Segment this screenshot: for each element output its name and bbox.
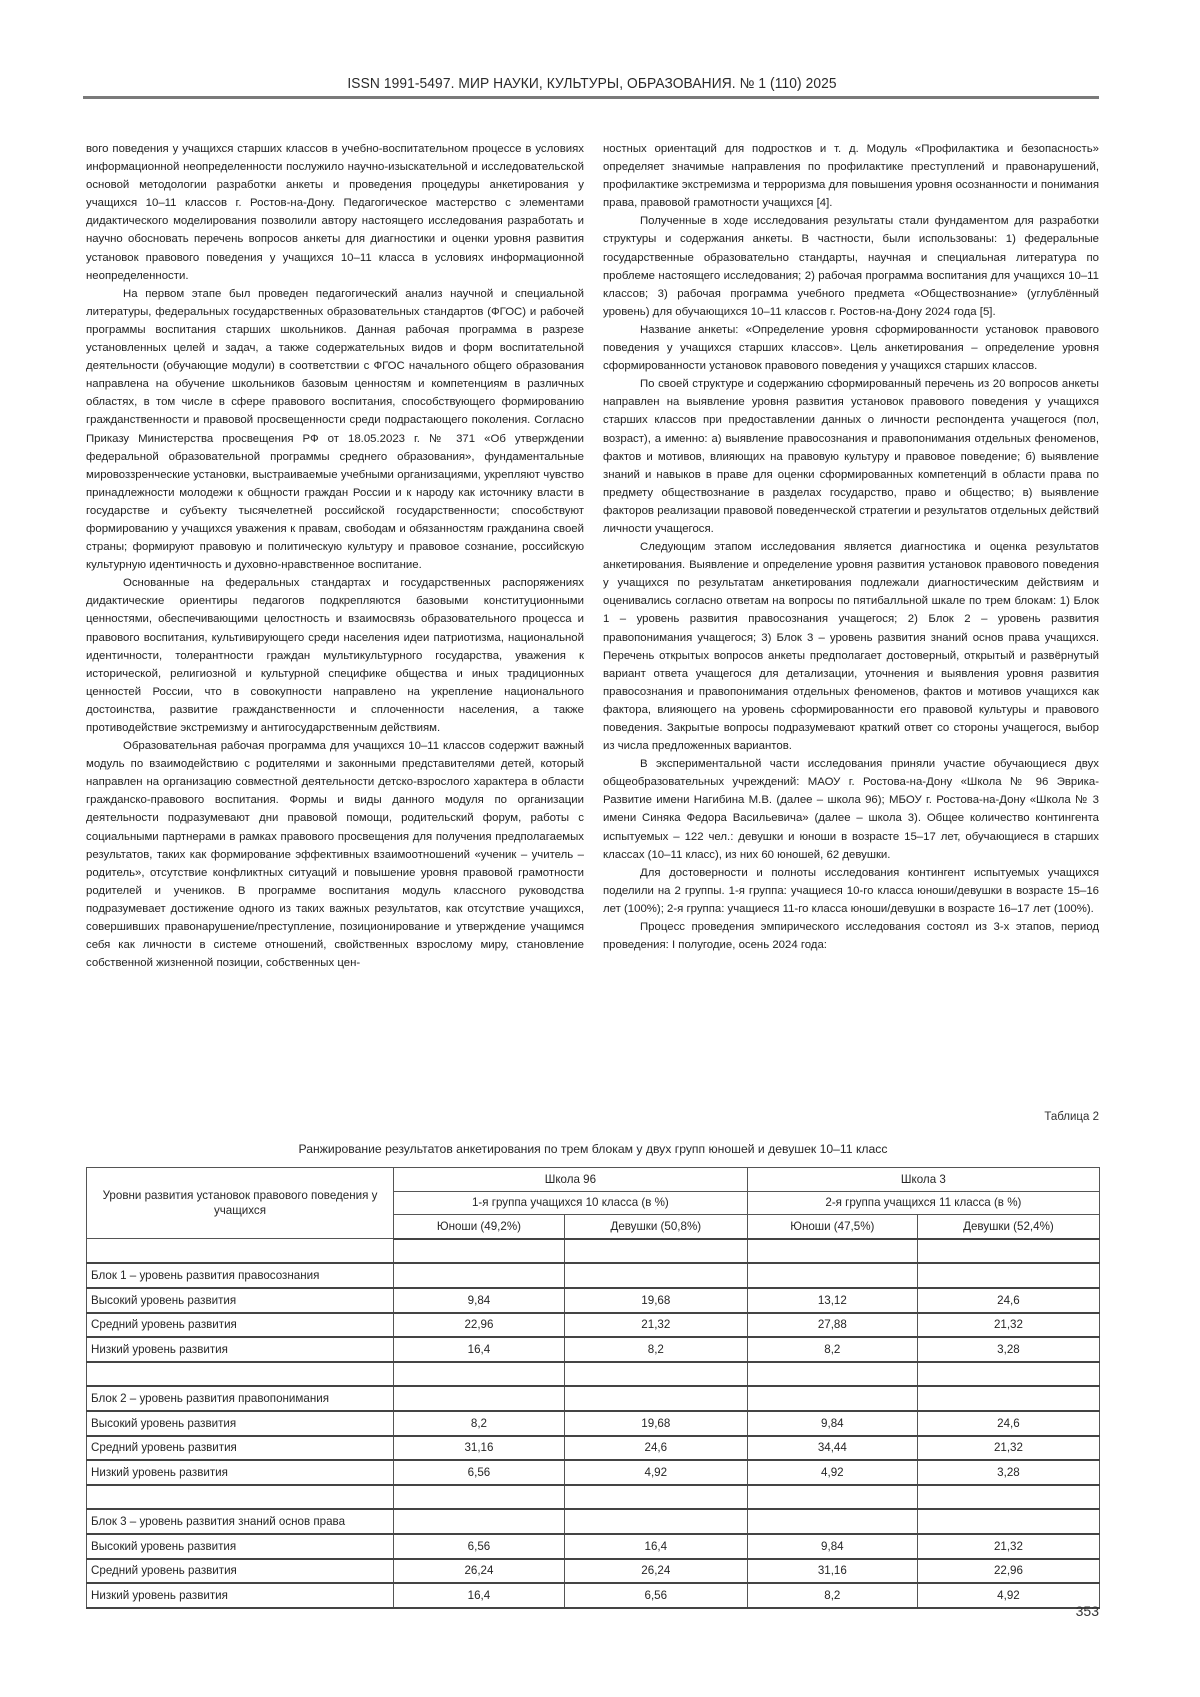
- table-row: [87, 1583, 1100, 1608]
- table-row: [87, 1337, 1100, 1362]
- spacer-row: [87, 1485, 1100, 1510]
- value-cell: 16,4: [564, 1534, 747, 1559]
- empty-cell: [917, 1485, 1099, 1510]
- group-header: 1-я группа учащихся 10 класса (в %): [394, 1191, 748, 1215]
- empty-cell: [747, 1263, 917, 1288]
- block-title-row: [87, 1386, 1100, 1411]
- paragraph: В экспериментальной части исследования приняли участие обучающиеся двух общеобразовательных учреждений: МАОУ г. Ростова-на-Дону «Школа № 96 Эврика-Развитие имени Нагибина М.В. (далее – школа 96); МБОУ г. Ростова-на-Дону «Школа № 3 имени Синяка Федора Васильевича» (далее – школа 3). Общее количество контингента испытуемых – 122 чел.: девушки и юноши в возрасте 15–17 лет, обучающиеся в старших классах (10–11 класс), из них 60 юношей, 62 девушки.: [603, 758, 1099, 861]
- value-cell: 4,92: [747, 1460, 917, 1485]
- value-cell: 21,32: [917, 1313, 1099, 1338]
- empty-cell: [564, 1239, 747, 1264]
- value-cell: 21,32: [564, 1313, 747, 1338]
- value-cell: 9,84: [747, 1411, 917, 1436]
- level-label: Высокий уровень развития: [87, 1411, 394, 1436]
- value-cell: 3,28: [917, 1337, 1099, 1362]
- block-title: Блок 3 – уровень развития знаний основ права: [87, 1509, 394, 1534]
- block-title-row: [87, 1263, 1100, 1288]
- table-body: [87, 1239, 1100, 1608]
- value-cell: 8,2: [747, 1337, 917, 1362]
- value-cell: 24,6: [917, 1288, 1099, 1313]
- row-header: Уровни развития установок правового поведения у учащихся: [87, 1168, 394, 1239]
- subcolumn-header: Девушки (50,8%): [564, 1215, 747, 1239]
- empty-cell: [564, 1362, 747, 1387]
- empty-cell: [564, 1263, 747, 1288]
- right-column: [603, 140, 1099, 954]
- header-divider: [83, 96, 1099, 99]
- value-cell: 21,32: [917, 1436, 1099, 1461]
- empty-cell: [87, 1485, 394, 1510]
- table-label: Таблица 2: [1044, 1111, 1099, 1123]
- value-cell: 6,56: [394, 1460, 565, 1485]
- value-cell: 31,16: [747, 1559, 917, 1584]
- value-cell: 24,6: [917, 1411, 1099, 1436]
- paragraph: Для достоверности и полноты исследования контингент испытуемых учащихся поделили на 2 группы. 1-я группа: учащиеся 10-го класса юноши/девушки в возрасте 15–16 лет (100%); 2-я группа: учащиеся 11-го класса юноши/девушки в возрасте 16–17 лет (100%).: [603, 866, 1099, 915]
- empty-cell: [917, 1386, 1099, 1411]
- empty-cell: [917, 1263, 1099, 1288]
- paragraph: Основанные на федеральных стандартах и государственных распоряжениях дидактические ориентиры педагогов подкрепляются базовыми конституционными ценностями, обеспечивающими целостность и взаимосвязь образовательного процесса и правового воспитания, культивирующего среди населения идеи патриотизма, национальной идентичности, толерантности граждан мультикультурного государства, уважения к исторической, религиозной и культурной специфике общества и иных традиционных ценностей России, что в совокупности направлено на укрепление национального достоинства, развитие гражданственности и сплоченности населения, а также противодействие экстремизму и антигосударственным действиям.: [86, 577, 584, 734]
- left-column: [86, 140, 584, 972]
- value-cell: 8,2: [747, 1583, 917, 1608]
- paragraph: Полученные в ходе исследования результаты стали фундаментом для разработки структуры и содержания анкеты. В частности, были использованы: 1) федеральные государственные образовательно стандарты, научная и специальная литература по проблеме настоящего исследования; 2) рабочая программа воспитания для учащихся 10–11 классов; 3) рабочая программа учебного предмета «Обществознание» (углублённый уровень) для обучающихся 10–11 классов г. Ростов-на-Дону 2024 года [5].: [603, 215, 1099, 318]
- value-cell: 27,88: [747, 1313, 917, 1338]
- table-row: [87, 1313, 1100, 1338]
- empty-cell: [87, 1362, 394, 1387]
- value-cell: 4,92: [564, 1460, 747, 1485]
- value-cell: 16,4: [394, 1583, 565, 1608]
- table-row: [87, 1460, 1100, 1485]
- empty-cell: [917, 1509, 1099, 1534]
- value-cell: 6,56: [564, 1583, 747, 1608]
- empty-cell: [394, 1386, 565, 1411]
- block-title: Блок 2 – уровень развития правопонимания: [87, 1386, 394, 1411]
- level-label: Низкий уровень развития: [87, 1460, 394, 1485]
- page-number: 353: [1075, 1603, 1099, 1619]
- empty-cell: [394, 1485, 565, 1510]
- value-cell: 16,4: [394, 1337, 565, 1362]
- value-cell: 9,84: [747, 1534, 917, 1559]
- empty-cell: [747, 1509, 917, 1534]
- paragraph: На первом этапе был проведен педагогический анализ научной и специальной литературы, федеральных государственных образовательных стандартов (ФГОС) и рабочей программы воспитания старших школьников. Данная рабочая программа в разрезе установленных целей и задач, а также содержательных видов и форм воспитательной деятельности (обучающие модули) в соответствии с ФГОС начального общего образования направлена на обучение школьников базовым ценностям и компетенциям в различных областях, в том числе в сфере правового воспитания, способствующего формированию гражданственности и правовой просвещенности среди подрастающего поколения. Согласно Приказу Министерства просвещения РФ от 18.05.2023 г. № 371 «Об утверждении федеральной образовательной программы среднего образования», фундаментальные мировоззренческие установки, выстраиваемые учебными организациями, укрепляют чувство принадлежности молодежи к общности граждан России и к народу как источнику власти в государстве и субъекту тысячелетней российской государственности; способствуют формированию у учащихся уважения к правам, свободам и обязанностям гражданина своей страны; формируют правовую и политическую культуру и правовое сознание, российскую культурную идентичность и духовно-нравственное воспитание.: [86, 287, 584, 572]
- table-row: [87, 1559, 1100, 1584]
- value-cell: 31,16: [394, 1436, 565, 1461]
- table-row: [87, 1411, 1100, 1436]
- value-cell: 4,92: [917, 1583, 1099, 1608]
- empty-cell: [747, 1386, 917, 1411]
- value-cell: 34,44: [747, 1436, 917, 1461]
- paragraph: По своей структуре и содержанию сформированный перечень из 20 вопросов анкеты направлен на выявление уровня развития установок правового поведения у учащихся старших классов при предоставлении данных о личности респондента учащегося (пол, возраст), а именно: а) выявление правосознания и правопонимания отдельных феноменов, фактов и мотивов, влияющих на правовую культуру и правовое поведение; б) выявление знаний и навыков в праве для оценки сформированных компетенций в области права по предмету обществознание в разделах государство, право и общество; в) выявление факторов реализации правовой поведенческой стратегии и результатов отдельных действий личности учащегося.: [603, 378, 1099, 535]
- value-cell: 22,96: [917, 1559, 1099, 1584]
- value-cell: 9,84: [394, 1288, 565, 1313]
- level-label: Высокий уровень развития: [87, 1288, 394, 1313]
- level-label: Низкий уровень развития: [87, 1337, 394, 1362]
- empty-cell: [394, 1263, 565, 1288]
- paragraph: вого поведения у учащихся старших классов в учебно-воспитательном процессе в условиях информационной неопределенности послужило научно-изыскательной и исследовательской основой методологии разработки анкеты и проведения процедуры анкетирования у учащихся 10–11 классов г. Ростов-на-Дону. Педагогическое мастерство с элементами дидактического моделирования позволили автору настоящего исследования разработать и научно обосновать перечень вопросов анкеты для диагностики и оценки уровня развития установок правового поведения у учащихся 10–11 класса в условиях информационной неопределенности.: [86, 143, 584, 282]
- running-header: ISSN 1991-5497. МИР НАУКИ, КУЛЬТУРЫ, ОБРАЗОВАНИЯ. № 1 (110) 2025: [347, 76, 837, 92]
- empty-cell: [394, 1362, 565, 1387]
- subcolumn-header: Юноши (47,5%): [747, 1215, 917, 1239]
- empty-cell: [917, 1239, 1099, 1264]
- value-cell: 19,68: [564, 1411, 747, 1436]
- empty-cell: [747, 1239, 917, 1264]
- value-cell: 8,2: [564, 1337, 747, 1362]
- value-cell: 19,68: [564, 1288, 747, 1313]
- level-label: Низкий уровень развития: [87, 1583, 394, 1608]
- value-cell: 3,28: [917, 1460, 1099, 1485]
- paragraph: ностных ориентаций для подростков и т. д. Модуль «Профилактика и безопасность» определяет значимые направления по профилактике преступлений и правонарушений, профилактике экстремизма и терроризма для повышения уровня осознанности и понимания права, правовой грамотности учащихся [4].: [603, 143, 1099, 210]
- empty-cell: [394, 1239, 565, 1264]
- school-header: Школа 96: [394, 1168, 748, 1192]
- empty-cell: [564, 1509, 747, 1534]
- level-label: Средний уровень развития: [87, 1313, 394, 1338]
- subcolumn-header: Девушки (52,4%): [917, 1215, 1099, 1239]
- level-label: Высокий уровень развития: [87, 1534, 394, 1559]
- level-label: Средний уровень развития: [87, 1559, 394, 1584]
- value-cell: 24,6: [564, 1436, 747, 1461]
- block-title: Блок 1 – уровень развития правосознания: [87, 1263, 394, 1288]
- level-label: Средний уровень развития: [87, 1436, 394, 1461]
- paragraph: Процесс проведения эмпирического исследования состоял из 3-х этапов, период проведения: I полугодие, осень 2024 года:: [603, 921, 1099, 952]
- table-caption: Ранжирование результатов анкетирования по трем блокам у двух групп юношей и девушек 10–11 класс: [298, 1142, 888, 1156]
- empty-cell: [87, 1239, 394, 1264]
- value-cell: 13,12: [747, 1288, 917, 1313]
- value-cell: 26,24: [564, 1559, 747, 1584]
- value-cell: 21,32: [917, 1534, 1099, 1559]
- paragraph: Следующим этапом исследования является диагностика и оценка результатов анкетирования. Выявление и определение уровня развития установок правового поведения у учащихся по результатам анкетирования подлежали диагностическим действиям и оценивались согласно ответам на вопросы по пятибалльной шкале по трем блокам: 1) Блок 1 – уровень развития правосознания учащегося; 2) Блок 2 – уровень развития правопонимания учащегося; 3) Блок 3 – уровень развития знаний основ права учащихся. Перечень открытых вопросов анкеты предполагает достоверный, открытый и развёрнутый вариант ответа учащегося для детализации, уточнения и выявления уровня развития правосознания и правопонимания отдельных феноменов, фактов и мотивов учащихся как фактора, влияющего на уровень сформированности его правовой культуры и правового поведения. Закрытые вопросы подразумевают краткий ответ со стороны учащегося, выбор из числа предложенных вариантов.: [603, 541, 1099, 753]
- block-title-row: [87, 1509, 1100, 1534]
- empty-cell: [564, 1386, 747, 1411]
- value-cell: 22,96: [394, 1313, 565, 1338]
- value-cell: 6,56: [394, 1534, 565, 1559]
- value-cell: 26,24: [394, 1559, 565, 1584]
- paragraph: Название анкеты: «Определение уровня сформированности установок правового поведения у учащихся старших классов». Цель анкетирования – определение уровня сформированности установок правового поведения у учащихся старших классов.: [603, 323, 1099, 373]
- group-header: 2-я группа учащихся 11 класса (в %): [747, 1191, 1099, 1215]
- table-row: [87, 1534, 1100, 1559]
- results-table: [86, 1167, 1100, 1609]
- empty-cell: [917, 1362, 1099, 1387]
- value-cell: 8,2: [394, 1411, 565, 1436]
- empty-cell: [394, 1509, 565, 1534]
- table-row: [87, 1436, 1100, 1461]
- school-header: Школа 3: [747, 1168, 1099, 1192]
- empty-cell: [564, 1485, 747, 1510]
- paragraph: Образовательная рабочая программа для учащихся 10–11 классов содержит важный модуль по взаимодействию с родителями и законными представителями детей, который направлен на организацию совместной деятельности детско-взрослого характера в области гражданско-правового воспитания. Формы и виды данного модуля по организации деятельности подразумевают дни правовой помощи, родительский форум, работы с социальными партнерами в рамках правового просвещения для получения предполагаемых результатов, таких как формирование эффективных взаимоотношений «ученик – учитель – родитель», отсутствие конфликтных ситуаций и повышение уровня правовой грамотности родителей и учеников. В программе воспитания модуль классного руководства подразумевает достижение одного из таких важных результатов, как отсутствие учащихся, совершивших правонарушение/преступление, позиционирование и утверждение учащимся себя как личности в системе отношений, свойственных взрослому миру, становление собственной жизненной позиции, собственных цен-: [86, 740, 584, 970]
- table-row: [87, 1288, 1100, 1313]
- subcolumn-header: Юноши (49,2%): [394, 1215, 565, 1239]
- empty-cell: [747, 1362, 917, 1387]
- empty-cell: [747, 1485, 917, 1510]
- spacer-row: [87, 1362, 1100, 1387]
- spacer-row: [87, 1239, 1100, 1264]
